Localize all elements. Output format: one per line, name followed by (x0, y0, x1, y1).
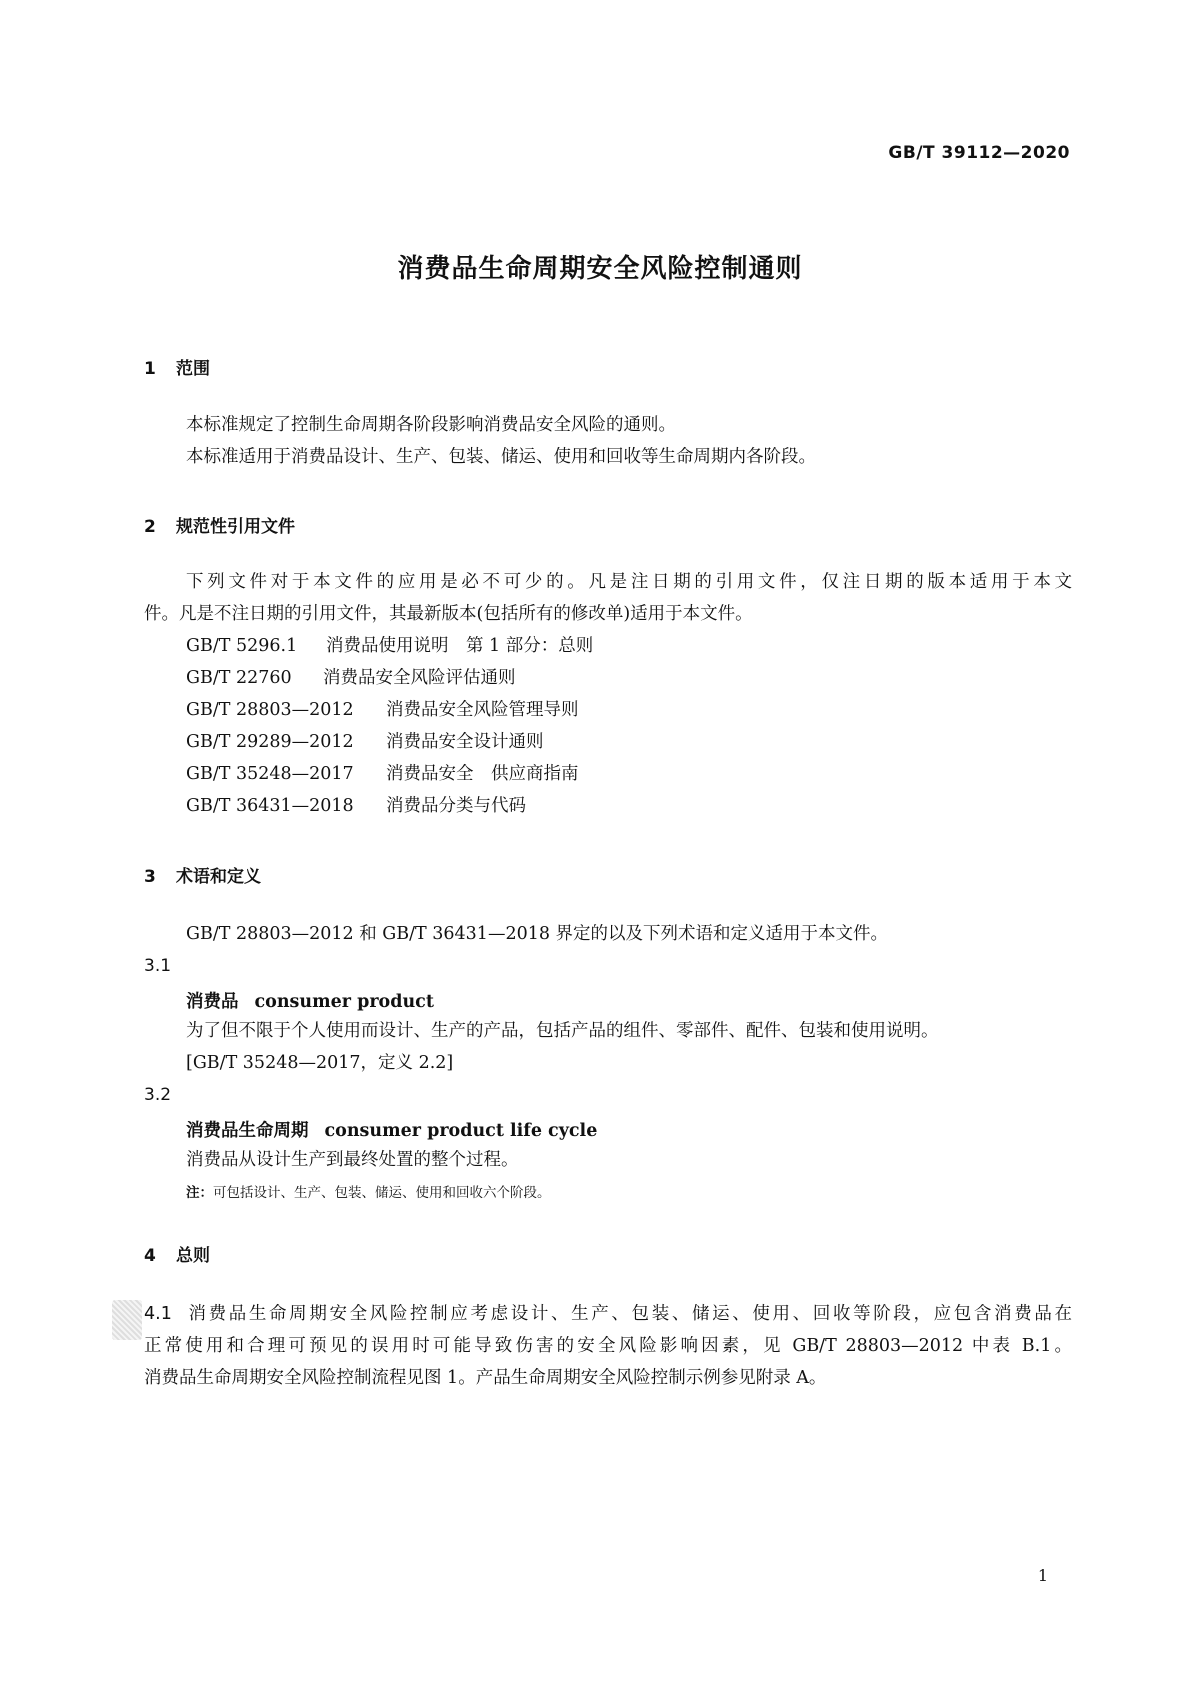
term-chinese: 消费品 (186, 992, 239, 1012)
reference-code: GB/T 28803—2012 (186, 700, 354, 720)
term-english: consumer product (254, 992, 434, 1012)
reference-item (186, 731, 544, 753)
paragraph: 本标准适用于消费品设计、生产、包装、储运、使用和回收等生命周期内各阶段。 (186, 447, 816, 467)
section-number: 2 (144, 517, 156, 537)
reference-title: 消费品使用说明 第 1 部分：总则 (326, 636, 594, 656)
term-heading (186, 1117, 597, 1142)
reference-item (186, 635, 593, 657)
section-number: 3 (144, 867, 156, 887)
paragraph-line: 下列文件对于本文件的应用是必不可少的。凡是注日期的引用文件，仅注日期的版本适用于本文 (186, 572, 1072, 592)
note-text: 可包括设计、生产、包装、储运、使用和回收六个阶段。 (213, 1185, 551, 1201)
standard-code: GB/T 39112—2020 (888, 143, 1070, 163)
term-number: 3.1 (144, 956, 172, 976)
term-source: [GB/T 35248—2017，定义 2.2] (186, 1053, 454, 1073)
section-2-heading (144, 512, 295, 537)
reference-code: GB/T 22760 (186, 668, 292, 688)
term-definition: 为了但不限于个人使用而设计、生产的产品，包括产品的组件、零部件、配件、包装和使用说明。 (186, 1021, 939, 1041)
document-title: 消费品生命周期安全风险控制通则 (397, 254, 803, 284)
scan-artifact (112, 1300, 142, 1340)
reference-code: GB/T 5296.1 (186, 636, 298, 656)
section-number: 1 (144, 359, 156, 379)
term-chinese: 消费品生命周期 (186, 1121, 309, 1141)
reference-title: 消费品安全设计通则 (386, 732, 544, 752)
paragraph-line: 件。凡是不注日期的引用文件，其最新版本(包括所有的修改单)适用于本文件。 (144, 604, 753, 624)
section-title: 规范性引用文件 (176, 517, 295, 537)
reference-item (186, 763, 579, 785)
section-title: 术语和定义 (176, 867, 261, 887)
paragraph: GB/T 28803—2012 和 GB/T 36431—2018 界定的以及下列术语和定义适用于本文件。 (186, 924, 889, 944)
reference-title: 消费品安全 供应商指南 (386, 764, 579, 784)
reference-code: GB/T 29289—2012 (186, 732, 354, 752)
reference-item (186, 667, 516, 689)
term-heading (186, 988, 434, 1013)
note-label: 注： (186, 1185, 213, 1201)
section-title: 范围 (176, 359, 210, 379)
page-number: 1 (1037, 1566, 1048, 1585)
section-title: 总则 (176, 1246, 210, 1266)
section-3-heading (144, 862, 261, 887)
section-number: 4 (144, 1246, 156, 1266)
note (186, 1181, 551, 1201)
clause-text: 消费品生命周期安全风险控制应考虑设计、生产、包装、储运、使用、回收等阶段，应包含消费品在 (185, 1304, 1072, 1324)
term-english: consumer product life cycle (324, 1121, 598, 1141)
section-1-heading (144, 354, 210, 379)
reference-item (186, 699, 579, 721)
reference-title: 消费品安全风险管理导则 (386, 700, 579, 720)
reference-title: 消费品安全风险评估通则 (323, 668, 516, 688)
clause-line: 消费品生命周期安全风险控制流程见图 1。产品生命周期安全风险控制示例参见附录 A。 (144, 1368, 827, 1388)
paragraph: 本标准规定了控制生命周期各阶段影响消费品安全风险的通则。 (186, 415, 676, 435)
clause-line: 正常使用和合理可预见的误用时可能导致伤害的安全风险影响因素，见 GB/T 28803—2012 中表 B.1。 (144, 1336, 1072, 1356)
reference-title: 消费品分类与代码 (386, 796, 526, 816)
reference-code: GB/T 36431—2018 (186, 796, 354, 816)
reference-code: GB/T 35248—2017 (186, 764, 354, 784)
clause-number: 4.1 (144, 1304, 172, 1324)
term-number: 3.2 (144, 1085, 172, 1105)
clause-line (144, 1303, 1072, 1325)
section-4-heading (144, 1241, 210, 1266)
term-definition: 消费品从设计生产到最终处置的整个过程。 (186, 1150, 519, 1170)
reference-item (186, 795, 526, 817)
